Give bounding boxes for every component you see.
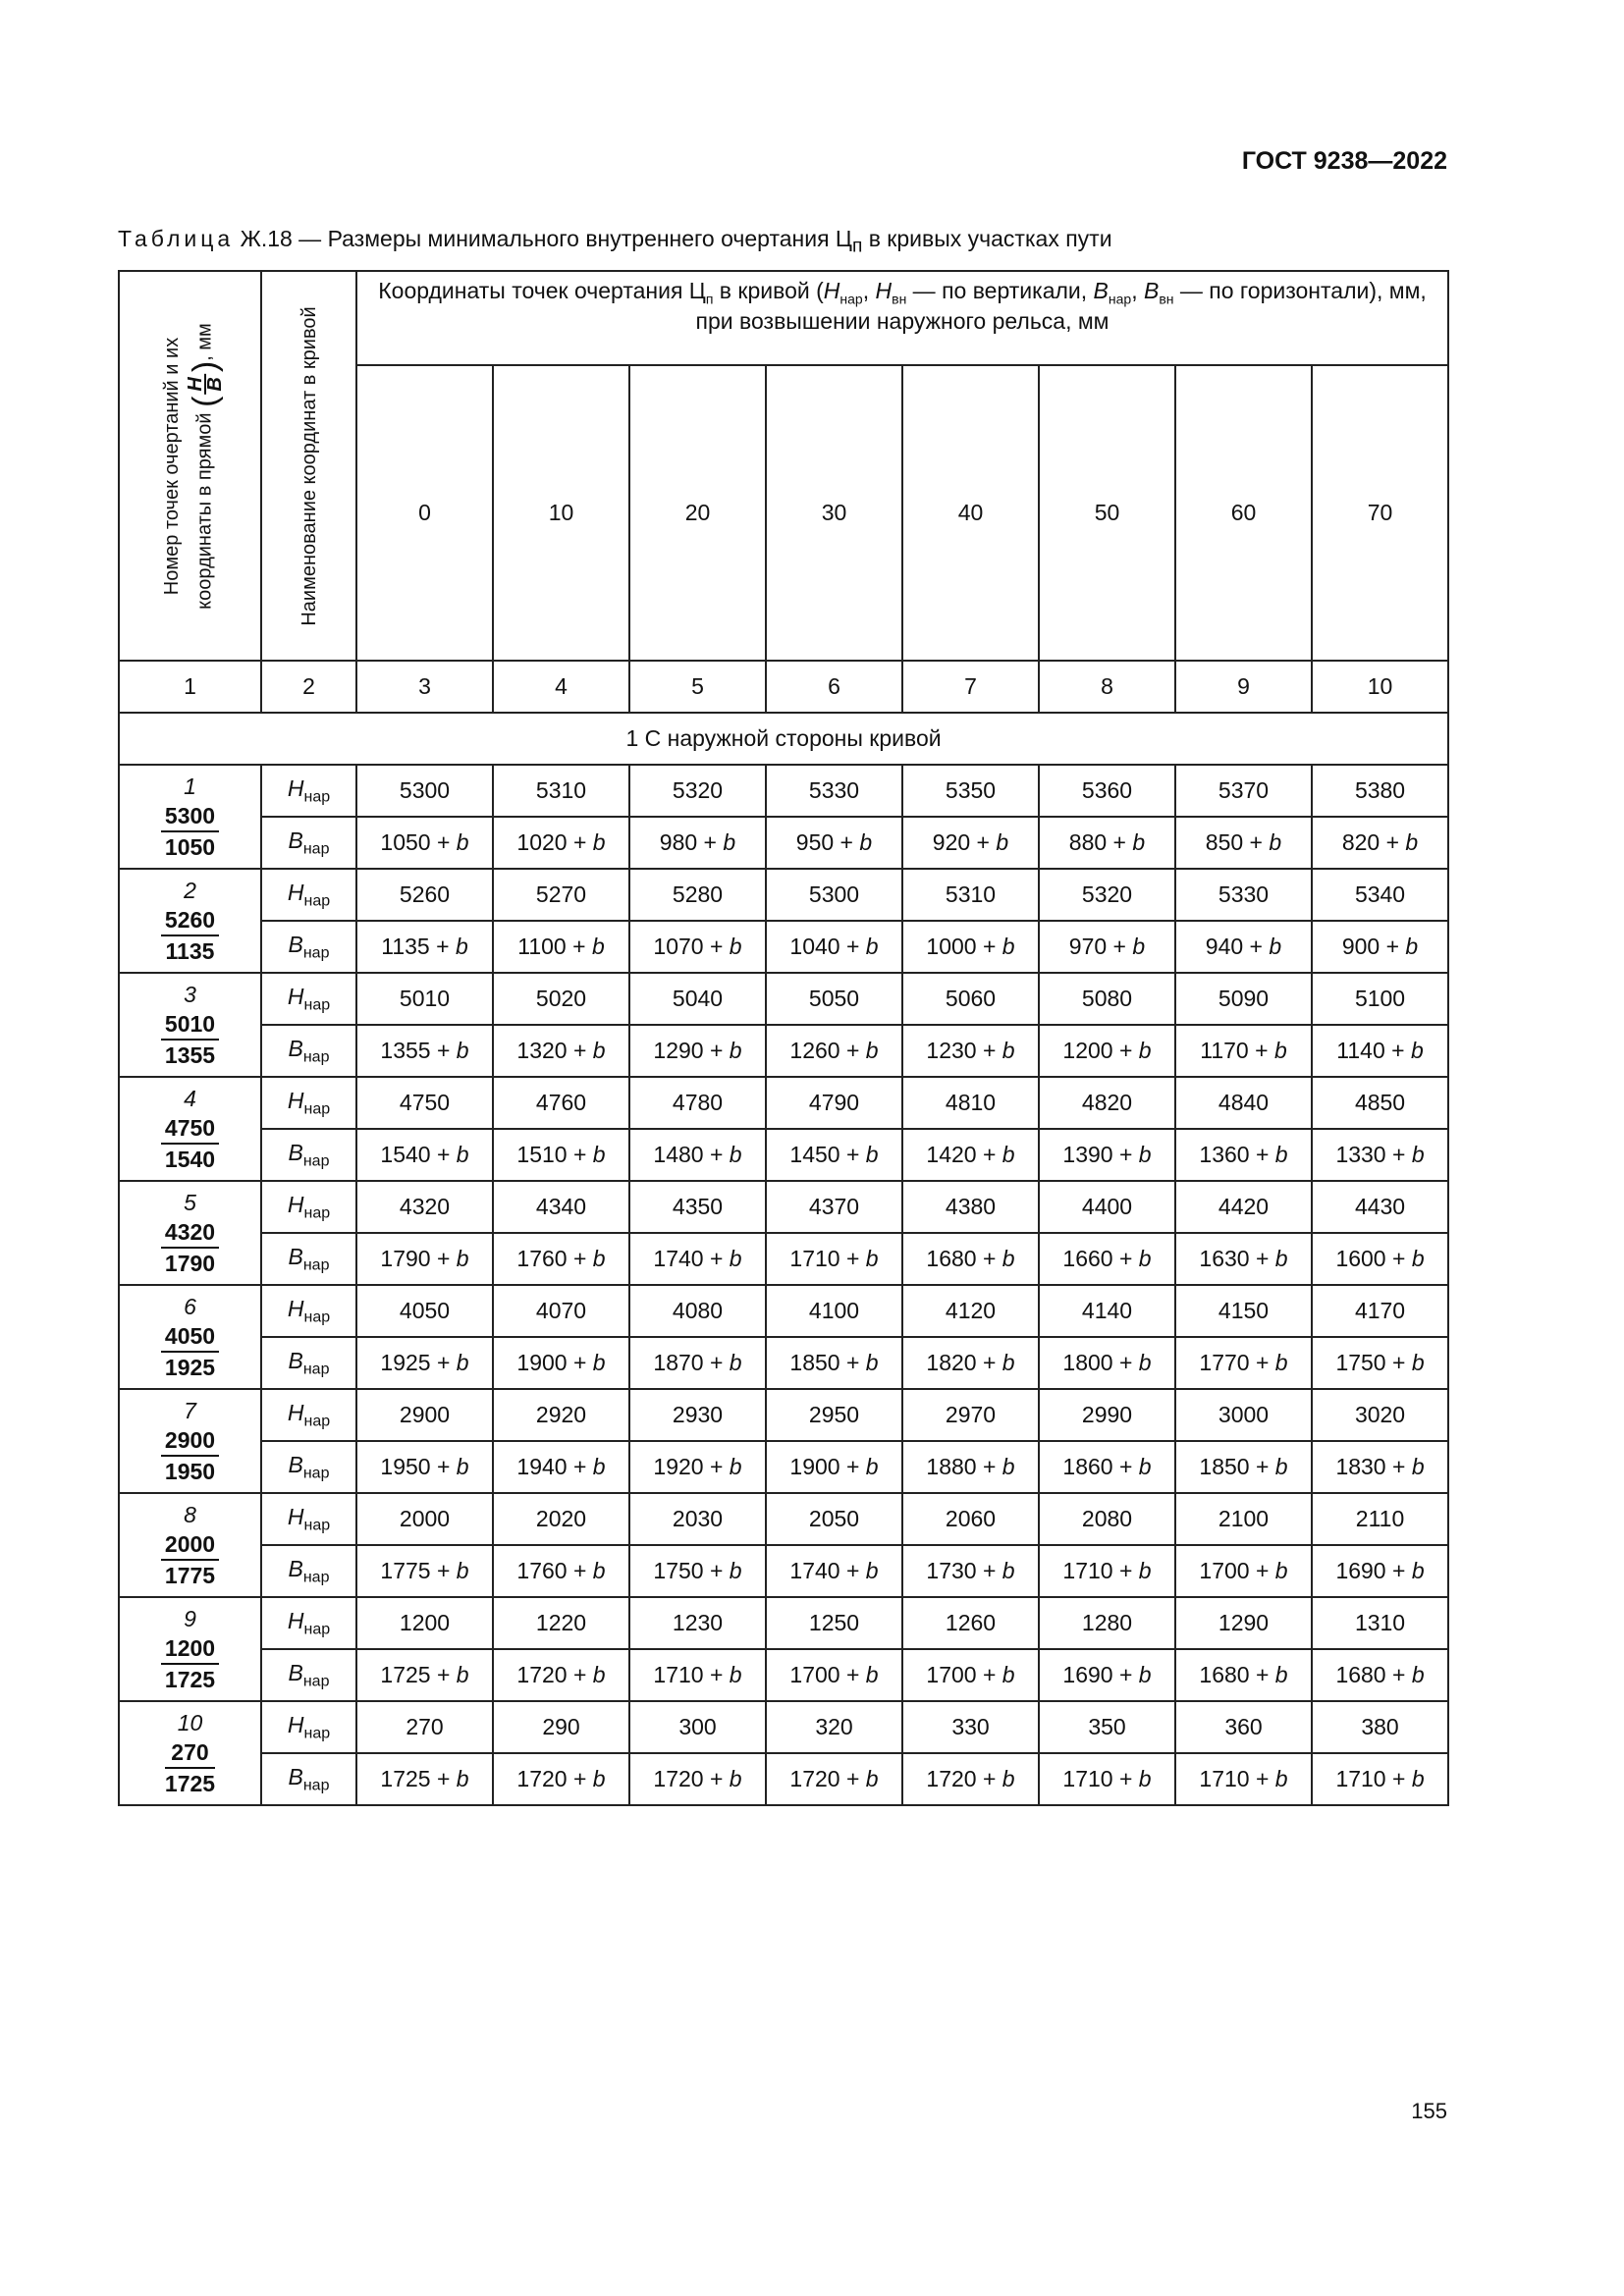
- table-cell: 330: [902, 1701, 1039, 1753]
- point-fraction: $\frac{1200}{1725}$: [161, 1633, 219, 1694]
- table-cell: 1420 + b: [902, 1129, 1039, 1181]
- table-cell: 2920: [493, 1389, 629, 1441]
- column-number: 9: [1175, 661, 1312, 713]
- table-cell: 1050 + b: [356, 817, 493, 869]
- point-fraction: $\frac{2000}{1775}$: [161, 1529, 219, 1590]
- table-cell: 1040 + b: [766, 921, 902, 973]
- column-number: 7: [902, 661, 1039, 713]
- caption-subscript: п: [851, 236, 863, 257]
- col1-header-fraction: H B: [187, 374, 224, 394]
- table-cell: 1900 + b: [766, 1441, 902, 1493]
- table-cell: 5310: [902, 869, 1039, 921]
- table-cell: 1710 + b: [629, 1649, 766, 1701]
- table-cell: 4400: [1039, 1181, 1175, 1233]
- table-cell: 5260: [356, 869, 493, 921]
- table-row: [119, 1753, 1448, 1805]
- coord-name-h: $H_{нар}$: [261, 1181, 356, 1233]
- table-cell: 1290: [1175, 1597, 1312, 1649]
- table-cell: 1800 + b: [1039, 1337, 1175, 1389]
- coord-name-b: $B_{нар}$: [261, 1233, 356, 1285]
- column-number: 3: [356, 661, 493, 713]
- table-cell: 1720 + b: [766, 1753, 902, 1805]
- table-cell: 1920 + b: [629, 1441, 766, 1493]
- table-cell: 3020: [1312, 1389, 1448, 1441]
- table-cell: 5050: [766, 973, 902, 1025]
- point-number: 4: [184, 1086, 196, 1111]
- coord-name-b: $B_{нар}$: [261, 921, 356, 973]
- table-cell: 4320: [356, 1181, 493, 1233]
- table-row: [119, 1129, 1448, 1181]
- point-fraction: $\frac{4320}{1790}$: [161, 1217, 219, 1278]
- table-cell: 1100 + b: [493, 921, 629, 973]
- table-cell: 4170: [1312, 1285, 1448, 1337]
- table-cell: 950 + b: [766, 817, 902, 869]
- table-cell: 1925 + b: [356, 1337, 493, 1389]
- table-row: [119, 817, 1448, 869]
- table-cell: 1680 + b: [1175, 1649, 1312, 1701]
- coord-name-h: $H_{нар}$: [261, 1701, 356, 1753]
- table-row: [119, 1389, 1448, 1441]
- point-fraction: $\frac{5260}{1135}$: [161, 905, 219, 966]
- table-cell: 5320: [1039, 869, 1175, 921]
- table-cell: 1725 + b: [356, 1649, 493, 1701]
- table-cell: 1680 + b: [1312, 1649, 1448, 1701]
- table-cell: 2000: [356, 1493, 493, 1545]
- coord-name-b: $B_{нар}$: [261, 1129, 356, 1181]
- coord-name-h: $H_{нар}$: [261, 1077, 356, 1129]
- table-cell: 1510 + b: [493, 1129, 629, 1181]
- table-cell: 2020: [493, 1493, 629, 1545]
- table-cell: 2080: [1039, 1493, 1175, 1545]
- table-cell: 4120: [902, 1285, 1039, 1337]
- table-cell: 5350: [902, 765, 1039, 817]
- table-cell: 1880 + b: [902, 1441, 1039, 1493]
- table-cell: 1690 + b: [1312, 1545, 1448, 1597]
- table-cell: 4150: [1175, 1285, 1312, 1337]
- col1-header-line2: координаты в прямой: [192, 411, 215, 610]
- table-cell: 1000 + b: [902, 921, 1039, 973]
- table-cell: 1280: [1039, 1597, 1175, 1649]
- table-cell: 850 + b: [1175, 817, 1312, 869]
- table-cell: 1820 + b: [902, 1337, 1039, 1389]
- table-row: [119, 1337, 1448, 1389]
- table-cell: 5310: [493, 765, 629, 817]
- table-cell: 1720 + b: [493, 1649, 629, 1701]
- table-cell: 1230 + b: [902, 1025, 1039, 1077]
- table-caption: [118, 226, 1112, 258]
- table-cell: 1940 + b: [493, 1441, 629, 1493]
- elevation-header: 40: [902, 365, 1039, 661]
- elevation-header: 20: [629, 365, 766, 661]
- table-cell: 2970: [902, 1389, 1039, 1441]
- table-cell: 4430: [1312, 1181, 1448, 1233]
- table-row: [119, 869, 1448, 921]
- table-cell: 940 + b: [1175, 921, 1312, 973]
- table-row: [119, 973, 1448, 1025]
- table-cell: 1200: [356, 1597, 493, 1649]
- point-cell: [119, 1597, 261, 1701]
- table-row: [119, 765, 1448, 817]
- table-cell: 1700 + b: [766, 1649, 902, 1701]
- table-cell: 1310: [1312, 1597, 1448, 1649]
- elevation-header: 70: [1312, 365, 1448, 661]
- table-cell: 1860 + b: [1039, 1441, 1175, 1493]
- table-cell: 2950: [766, 1389, 902, 1441]
- table-cell: 4780: [629, 1077, 766, 1129]
- table-cell: 1220: [493, 1597, 629, 1649]
- coord-name-h: $H_{нар}$: [261, 973, 356, 1025]
- column-number: 6: [766, 661, 902, 713]
- table-cell: 5080: [1039, 973, 1175, 1025]
- table-cell: 1320 + b: [493, 1025, 629, 1077]
- table-cell: 5090: [1175, 973, 1312, 1025]
- col2-header: Наименование координат в кривой: [261, 271, 356, 661]
- table-cell: 1660 + b: [1039, 1233, 1175, 1285]
- table-cell: 5330: [1175, 869, 1312, 921]
- point-fraction: $\frac{270}{1725}$: [164, 1739, 216, 1796]
- coord-name-h: $H_{нар}$: [261, 1493, 356, 1545]
- point-number: 2: [184, 878, 196, 903]
- table-cell: 5010: [356, 973, 493, 1025]
- point-fraction: $\frac{2900}{1950}$: [161, 1425, 219, 1486]
- table-cell: 3000: [1175, 1389, 1312, 1441]
- point-cell: [119, 869, 261, 973]
- table-cell: 1690 + b: [1039, 1649, 1175, 1701]
- table-row: [119, 1025, 1448, 1077]
- table-cell: 2930: [629, 1389, 766, 1441]
- caption-text: Ж.18 — Размеры минимального внутреннего очертания Ц: [240, 226, 852, 251]
- table-cell: 1720 + b: [493, 1753, 629, 1805]
- coord-name-h: $H_{нар}$: [261, 869, 356, 921]
- point-cell: [119, 1493, 261, 1597]
- coord-name-b: $B_{нар}$: [261, 1441, 356, 1493]
- coord-name-b: $B_{нар}$: [261, 1337, 356, 1389]
- table-cell: 5370: [1175, 765, 1312, 817]
- table-cell: 4070: [493, 1285, 629, 1337]
- col1-header: Номер точек очертаний и их координаты в прямой ( H B ), мм: [119, 271, 261, 661]
- table-cell: 1390 + b: [1039, 1129, 1175, 1181]
- table-cell: 1480 + b: [629, 1129, 766, 1181]
- table-cell: 1135 + b: [356, 921, 493, 973]
- table-cell: 4810: [902, 1077, 1039, 1129]
- point-fraction: $\frac{5300}{1050}$: [161, 801, 219, 862]
- table-cell: 1790 + b: [356, 1233, 493, 1285]
- table-row: [119, 1285, 1448, 1337]
- column-number: 4: [493, 661, 629, 713]
- table-cell: 1830 + b: [1312, 1441, 1448, 1493]
- table-cell: 1170 + b: [1175, 1025, 1312, 1077]
- table-cell: 900 + b: [1312, 921, 1448, 973]
- coord-name-h: $H_{нар}$: [261, 1285, 356, 1337]
- table-cell: 1720 + b: [629, 1753, 766, 1805]
- point-cell: [119, 1389, 261, 1493]
- point-cell: [119, 973, 261, 1077]
- coord-name-b: $B_{нар}$: [261, 1025, 356, 1077]
- col1-header-unit: , мм: [192, 322, 215, 361]
- table-cell: 1200 + b: [1039, 1025, 1175, 1077]
- table-cell: 5040: [629, 973, 766, 1025]
- point-cell: [119, 1285, 261, 1389]
- table-row: [119, 1493, 1448, 1545]
- elevation-header: 50: [1039, 365, 1175, 661]
- column-number: 5: [629, 661, 766, 713]
- table-row: [119, 921, 1448, 973]
- table-cell: 5320: [629, 765, 766, 817]
- coord-name-b: $B_{нар}$: [261, 1753, 356, 1805]
- point-number: 8: [184, 1502, 196, 1527]
- table-cell: 1740 + b: [766, 1545, 902, 1597]
- table-cell: 5360: [1039, 765, 1175, 817]
- dimensions-table: [118, 270, 1449, 1806]
- table-cell: 5100: [1312, 973, 1448, 1025]
- table-cell: 4050: [356, 1285, 493, 1337]
- point-number: 3: [184, 982, 196, 1007]
- point-number: 7: [184, 1398, 196, 1423]
- table-cell: 4340: [493, 1181, 629, 1233]
- table-cell: 1710 + b: [1175, 1753, 1312, 1805]
- table-cell: 1630 + b: [1175, 1233, 1312, 1285]
- point-cell: [119, 1077, 261, 1181]
- table-cell: 4840: [1175, 1077, 1312, 1129]
- table-cell: 5280: [629, 869, 766, 921]
- column-number: 8: [1039, 661, 1175, 713]
- point-number: 5: [184, 1190, 196, 1215]
- coord-name-h: $H_{нар}$: [261, 1389, 356, 1441]
- table-cell: 4820: [1039, 1077, 1175, 1129]
- table-cell: 5060: [902, 973, 1039, 1025]
- table-cell: 4760: [493, 1077, 629, 1129]
- coord-name-h: $H_{нар}$: [261, 1597, 356, 1649]
- table-cell: 4420: [1175, 1181, 1312, 1233]
- coord-name-b: $B_{нар}$: [261, 817, 356, 869]
- table-row: [119, 1597, 1448, 1649]
- point-number: 9: [184, 1606, 196, 1631]
- table-cell: 880 + b: [1039, 817, 1175, 869]
- table-cell: 1870 + b: [629, 1337, 766, 1389]
- point-fraction: $\frac{4050}{1925}$: [161, 1321, 219, 1382]
- table-cell: 4140: [1039, 1285, 1175, 1337]
- coord-name-h: $H_{нар}$: [261, 765, 356, 817]
- table-row: [119, 1649, 1448, 1701]
- table-cell: 5300: [766, 869, 902, 921]
- table-cell: 980 + b: [629, 817, 766, 869]
- table-cell: 2100: [1175, 1493, 1312, 1545]
- table-cell: 290: [493, 1701, 629, 1753]
- point-cell: [119, 1701, 261, 1805]
- table-row: [119, 1441, 1448, 1493]
- column-number: 1: [119, 661, 261, 713]
- table-row: [119, 1701, 1448, 1753]
- table-cell: 2900: [356, 1389, 493, 1441]
- table-cell: 1540 + b: [356, 1129, 493, 1181]
- point-number: 10: [177, 1710, 203, 1735]
- elevation-header: 10: [493, 365, 629, 661]
- table-cell: 1760 + b: [493, 1233, 629, 1285]
- table-cell: 350: [1039, 1701, 1175, 1753]
- table-cell: 1020 + b: [493, 817, 629, 869]
- col1-header-line1: Номер точек очертаний и их: [160, 337, 183, 595]
- table-cell: 970 + b: [1039, 921, 1175, 973]
- point-number: 6: [184, 1294, 196, 1319]
- table-cell: 1725 + b: [356, 1753, 493, 1805]
- caption-tail: в кривых участках пути: [862, 226, 1112, 251]
- table-cell: 920 + b: [902, 817, 1039, 869]
- table-cell: 1360 + b: [1175, 1129, 1312, 1181]
- table-row: [119, 1077, 1448, 1129]
- table-cell: 1850 + b: [1175, 1441, 1312, 1493]
- table-cell: 1330 + b: [1312, 1129, 1448, 1181]
- elevation-header: 60: [1175, 365, 1312, 661]
- point-cell: [119, 1181, 261, 1285]
- point-fraction: $\frac{4750}{1540}$: [161, 1113, 219, 1174]
- table-cell: 1900 + b: [493, 1337, 629, 1389]
- table-cell: 1355 + b: [356, 1025, 493, 1077]
- table-cell: 2030: [629, 1493, 766, 1545]
- table-cell: 1700 + b: [902, 1649, 1039, 1701]
- coord-name-b: $B_{нар}$: [261, 1545, 356, 1597]
- table-cell: 360: [1175, 1701, 1312, 1753]
- coordinates-header: Координаты точек очертания $Ц_п$ в кривой ($H_{нар}$, $H_{вн}$ — по вертикали, $B_{нар}$, $B_{вн}$ — по горизонтали), мм, при возвышении наружного рельса, мм: [356, 271, 1448, 365]
- table-cell: 4350: [629, 1181, 766, 1233]
- table-row: [119, 1545, 1448, 1597]
- table-cell: 1770 + b: [1175, 1337, 1312, 1389]
- table-cell: 270: [356, 1701, 493, 1753]
- table-cell: 1750 + b: [629, 1545, 766, 1597]
- table-cell: 4850: [1312, 1077, 1448, 1129]
- table-cell: 1760 + b: [493, 1545, 629, 1597]
- table-cell: 4750: [356, 1077, 493, 1129]
- table-cell: 2990: [1039, 1389, 1175, 1441]
- table-cell: 2110: [1312, 1493, 1448, 1545]
- table-cell: 5380: [1312, 765, 1448, 817]
- table-cell: 5300: [356, 765, 493, 817]
- table-cell: 4370: [766, 1181, 902, 1233]
- table-cell: 2060: [902, 1493, 1039, 1545]
- table-cell: 1600 + b: [1312, 1233, 1448, 1285]
- table-cell: 4080: [629, 1285, 766, 1337]
- table-cell: 1250: [766, 1597, 902, 1649]
- table-cell: 1260: [902, 1597, 1039, 1649]
- table-cell: 1260 + b: [766, 1025, 902, 1077]
- coord-name-b: $B_{нар}$: [261, 1649, 356, 1701]
- table-cell: 1140 + b: [1312, 1025, 1448, 1077]
- page-number: 155: [1411, 2099, 1447, 2123]
- table-cell: 320: [766, 1701, 902, 1753]
- table-cell: 820 + b: [1312, 817, 1448, 869]
- table-cell: 5270: [493, 869, 629, 921]
- column-number: 2: [261, 661, 356, 713]
- point-fraction: $\frac{5010}{1355}$: [161, 1009, 219, 1070]
- table-cell: 1950 + b: [356, 1441, 493, 1493]
- table-cell: 5340: [1312, 869, 1448, 921]
- table-cell: 1710 + b: [1039, 1545, 1175, 1597]
- table-cell: 1750 + b: [1312, 1337, 1448, 1389]
- table-cell: 380: [1312, 1701, 1448, 1753]
- table-cell: 1680 + b: [902, 1233, 1039, 1285]
- table-cell: 4380: [902, 1181, 1039, 1233]
- table-cell: 4790: [766, 1077, 902, 1129]
- table-cell: 1850 + b: [766, 1337, 902, 1389]
- table-cell: 4100: [766, 1285, 902, 1337]
- table-cell: 5330: [766, 765, 902, 817]
- table-cell: 300: [629, 1701, 766, 1753]
- table-cell: 1710 + b: [1312, 1753, 1448, 1805]
- elevation-header: 30: [766, 365, 902, 661]
- table-cell: 1070 + b: [629, 921, 766, 973]
- table-cell: 1710 + b: [766, 1233, 902, 1285]
- table-cell: 1230: [629, 1597, 766, 1649]
- document-code: ГОСТ 9238—2022: [1241, 147, 1447, 175]
- table-cell: 5020: [493, 973, 629, 1025]
- table-row: [119, 1233, 1448, 1285]
- table-cell: 1730 + b: [902, 1545, 1039, 1597]
- caption-label: Таблица: [118, 226, 235, 251]
- table-cell: 1775 + b: [356, 1545, 493, 1597]
- elevation-header: 0: [356, 365, 493, 661]
- column-number: 10: [1312, 661, 1448, 713]
- table-row: [119, 1181, 1448, 1233]
- point-number: 1: [184, 774, 196, 799]
- table-cell: 1720 + b: [902, 1753, 1039, 1805]
- table-cell: 1700 + b: [1175, 1545, 1312, 1597]
- table-cell: 2050: [766, 1493, 902, 1545]
- table-cell: 1290 + b: [629, 1025, 766, 1077]
- point-cell: [119, 765, 261, 869]
- table-cell: 1450 + b: [766, 1129, 902, 1181]
- table-cell: 1740 + b: [629, 1233, 766, 1285]
- table-cell: 1710 + b: [1039, 1753, 1175, 1805]
- section-title: 1 С наружной стороны кривой: [119, 713, 1448, 765]
